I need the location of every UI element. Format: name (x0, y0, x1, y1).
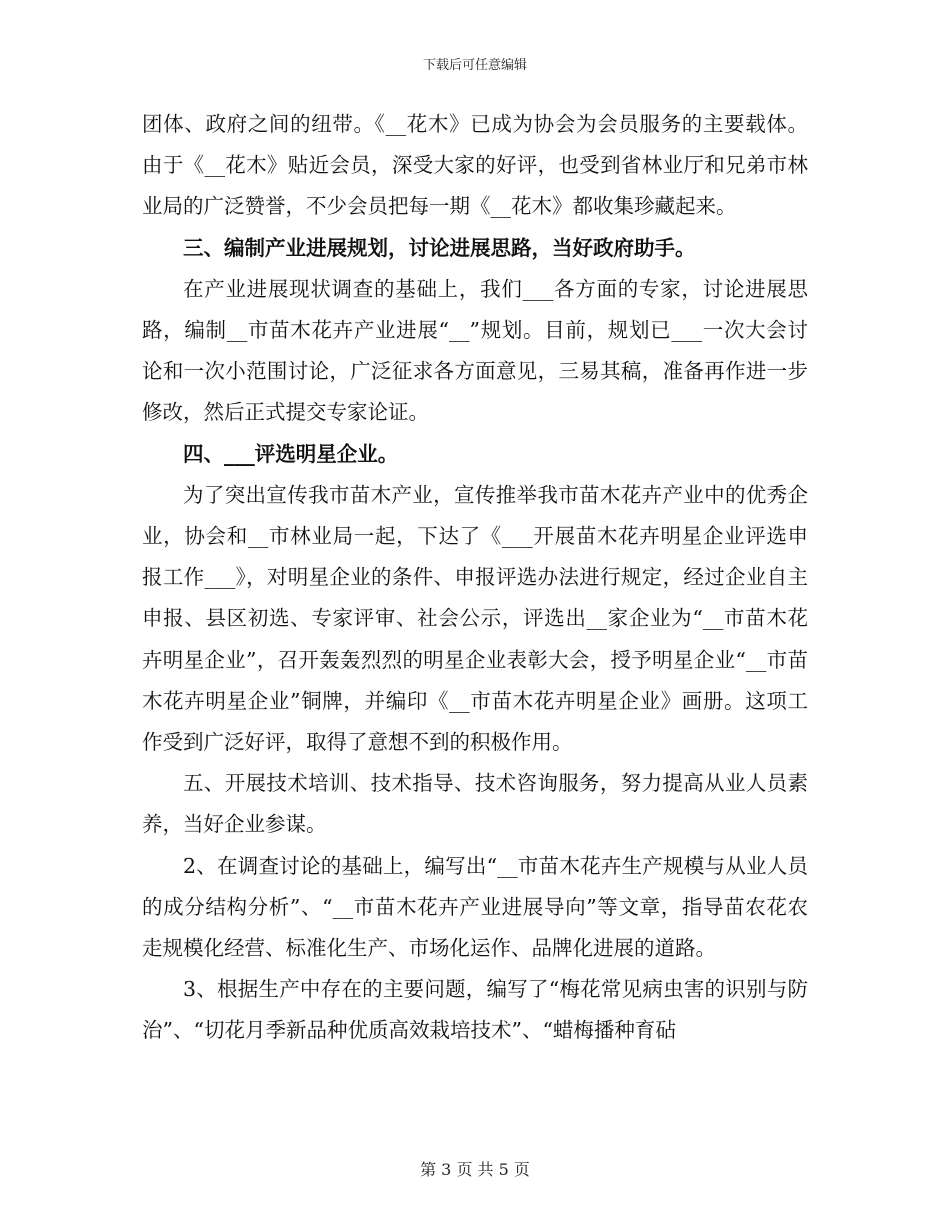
paragraph-item-3: 3、根据生产中存在的主要问题，编写了“梅花常见病虫害的识别与防治”、“切花月季新品种优质高效栽培技术”、“蜡梅播种育砧 (142, 977, 808, 1043)
document-body (142, 104, 808, 1052)
page-header: 下载后可任意编辑 (422, 58, 527, 73)
paragraph-continuation: 团体、政府之间的纽带。《__花木》已成为协会为会员服务的主要载体。由于《__花木》贴近会员，深受大家的好评，也受到省林业厅和兄弟市林业局的广泛赞誉，不少会员把每一期《__花木》都收集珍藏起来。 (142, 112, 808, 219)
paragraph-star-enterprise: 为了突出宣传我市苗木产业，宣传推举我市苗木花卉产业中的优秀企业，协会和__市林业局一起，下达了《___开展苗木花卉明星企业评选申报工作___》，对明星企业的条件、申报评选办法进行规定，经过企业自主申报、县区初选、专家评审、社会公示，评选出__家企业为“__市苗木花卉明星企业”，召开轰轰烈烈的明星企业表彰大会，授予明星企业“__市苗木花卉明星企业”铜牌，并编印《__市苗木花卉明星企业》画册。这项工作受到广泛好评，取得了意想不到的积极作用。 (142, 482, 808, 755)
section-heading-5: 五、开展技术培训、技术指导、技术咨询服务，努力提高从业人员素养，当好企业参谋。 (142, 771, 808, 837)
page-number-footer: 第 3 页 共 5 页 (420, 1160, 530, 1179)
section-heading-4: 四、___评选明星企业。 (183, 441, 399, 466)
section-heading-3: 三、编制产业进展规划，讨论进展思路，当好政府助手。 (183, 235, 696, 260)
paragraph-planning: 在产业进展现状调查的基础上，我们___各方面的专家，讨论进展思路，编制__市苗木花卉产业进展“__”规划。目前，规划已___一次大会讨论和一次小范围讨论，广泛征求各方面意见，三易其稿，准备再作进一步修改，然后正式提交专家论证。 (142, 276, 808, 425)
paragraph-item-2: 2、在调查讨论的基础上，编写出“__市苗木花卉生产规模与从业人员的成分结构分析”、“__市苗木花卉产业进展导向”等文章，指导苗农花农走规模化经营、标准化生产、市场化运作、品牌化进展的道路。 (142, 853, 808, 961)
